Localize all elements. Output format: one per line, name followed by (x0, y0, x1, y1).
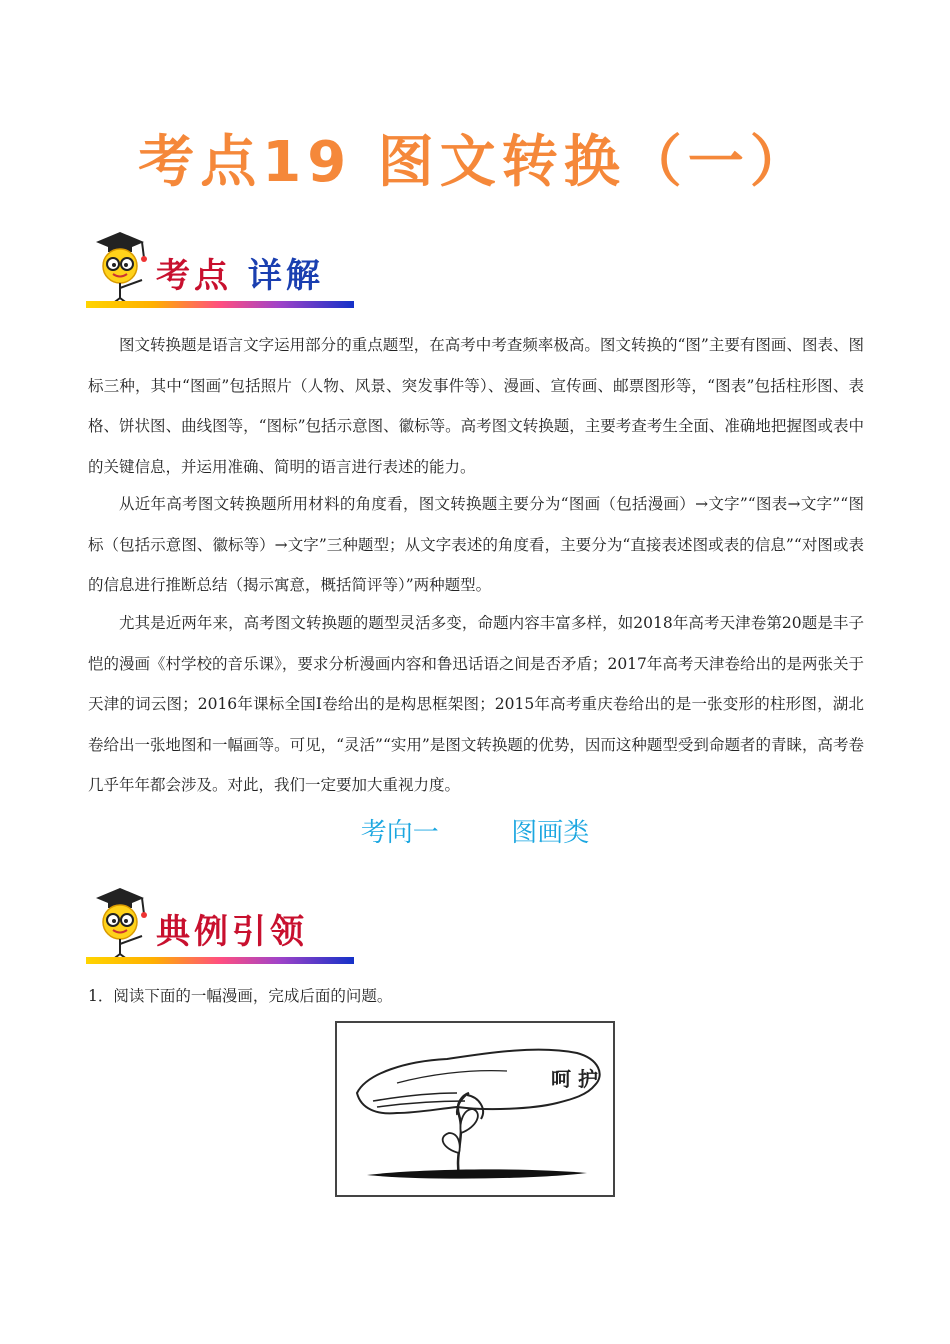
mascot-icon (86, 884, 156, 960)
page-title: 考点19 图文转换（一） (138, 130, 812, 195)
question-text: 1．阅读下面的一幅漫画，完成后面的问题。 (88, 987, 393, 1005)
paragraph-2: 从近年高考图文转换题所用材料的角度看，图文转换题主要分为“图画（包括漫画）→文字”“图表→文字”“图标（包括示意图、徽标等）→文字”三种题型；从文字表述的角度看，主要分为“直接表述图或表的信息”“对图或表的信息进行推断总结（揭示寓意，概括简评等）”两种题型。 (88, 495, 864, 594)
paragraph-1: 图文转换题是语言文字运用部分的重点题型，在高考中考查频率极高。图文转换的“图”主要有图画、图表、图标三种，其中“图画”包括照片（人物、风景、突发事件等）、漫画、宣传画、邮票图形等，“图表”包括柱形图、表格、饼状图、曲线图等，“图标”包括示意图、徽标等。高考图文转换题，主要考查考生全面、准确地把握图或表中的关键信息，并运用准确、简明的语言进行表述的能力。 (88, 336, 864, 476)
section-label-example: 典例引领 (156, 912, 308, 952)
mascot-icon (86, 228, 156, 304)
subheading-part2: 图画类 (511, 818, 590, 848)
comic-drawing (337, 1023, 613, 1195)
comic-caption: 呵 护 (551, 1067, 598, 1091)
paragraph-3: 尤其是近两年来，高考图文转换题的题型灵活多变，命题内容丰富多样，如2018年高考天津卷第20题是丰子恺的漫画《村学校的音乐课》，要求分析漫画内容和鲁迅话语之间是否矛盾；2017年高考天津卷给出的是两张关于天津的词云图；2016年课标全国Ⅰ卷给出的是构思框架图；2015年高考重庆卷给出的是一张变形的柱形图，湖北卷给出一张地图和一幅画等。可见，“灵活”“实用”是图文转换题的优势，因而这种题型受到命题者的青睐，高考卷几乎年年都会涉及。对此，我们一定要加大重视力度。 (88, 614, 864, 794)
section-banner-detail (86, 228, 356, 308)
section-label-detail: 考点 详解 (156, 256, 324, 296)
subheading (0, 812, 950, 849)
banner-bar (86, 957, 354, 964)
comic-image (335, 1021, 615, 1197)
section-banner-example (86, 884, 356, 964)
banner-bar (86, 301, 354, 308)
subheading-part1: 考向一 (360, 818, 439, 848)
